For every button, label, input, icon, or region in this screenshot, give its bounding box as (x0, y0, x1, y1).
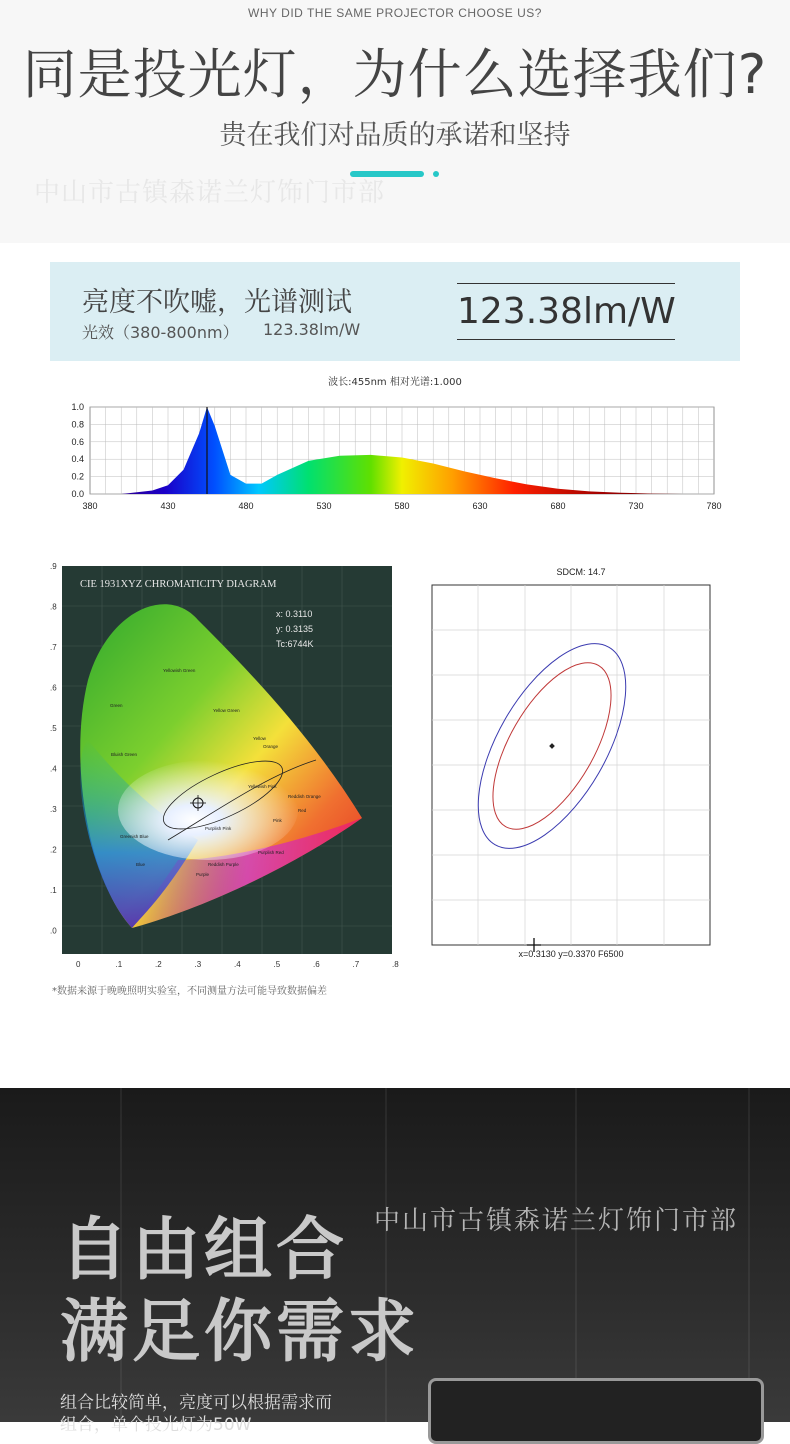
data-source-note: *数据来源于晚晚照明实验室，不同测量方法可能导致数据偏差 (52, 986, 327, 997)
cie-diagram (48, 560, 408, 972)
spectrum-x-tick: 380 (82, 501, 98, 511)
bottom-title-line2: 满足你需求 (60, 1293, 421, 1372)
cie-x-tick: .5 (273, 960, 281, 969)
spectrum-x-tick: 780 (706, 501, 722, 511)
spectrum-x-tick: 430 (160, 501, 176, 511)
cie-region-label: Yellow Green (213, 708, 240, 713)
cie-x-tick: .2 (155, 960, 162, 969)
cie-y-tick: .5 (50, 724, 57, 733)
shop-watermark-bottom: 中山市古镇森诺兰灯饰门市部 (374, 1206, 739, 1236)
cie-region-label: Purplish Red (258, 850, 284, 855)
sdcm-footer: x=0.3130 y=0.3370 F6500 (518, 949, 624, 959)
cie-x-ticks (76, 960, 399, 969)
spectrum-ticks (71, 402, 721, 511)
cie-x-tick: .3 (194, 960, 202, 969)
spectrum-chart (50, 395, 740, 520)
cie-y-tick: .4 (50, 764, 57, 774)
bottom-desc-line1: 组合比较简单，亮度可以根据需求而 (60, 1393, 332, 1413)
bottom-section (0, 1088, 790, 1435)
cie-y-tick: .1 (50, 886, 57, 895)
bottom-title-line1: 自由组合 (60, 1211, 349, 1290)
cie-title: CIE 1931XYZ CHROMATICITY DIAGRAM (80, 579, 277, 590)
cie-x-tick: .4 (234, 960, 241, 969)
banner-sub-value: 123.38lm/W (263, 320, 361, 339)
cie-region-label: Purplish Pink (205, 826, 232, 831)
bottom-desc-line2: 组合，单个投光灯为50W (60, 1415, 252, 1435)
spectrum-x-tick: 480 (238, 501, 254, 511)
spectrum-x-tick: 630 (472, 501, 488, 511)
spectrum-y-tick: 0.4 (71, 454, 84, 465)
cie-white-area (118, 760, 298, 860)
cie-y-tick: .0 (50, 926, 57, 936)
cie-region-label: Yellow (253, 736, 266, 741)
efficacy-value: 123.38lm/W (457, 283, 675, 340)
cie-x-tick: .7 (352, 960, 360, 969)
spectrum-title: 波长:455nm 相对光谱:1.000 (328, 377, 462, 388)
cie-region-label: Yellowish Pink (248, 784, 277, 789)
spectrum-x-tick: 530 (316, 501, 332, 511)
shop-watermark: 中山市古镇森诺兰灯饰门市部 (34, 178, 386, 208)
cie-region-label: Blue (136, 862, 146, 867)
banner-sub-label: 光效（380-800nm） (82, 323, 239, 342)
spectrum-x-tick: 730 (628, 501, 644, 511)
spectrum-y-tick: 1.0 (71, 402, 84, 412)
cie-y-tick: .9 (50, 562, 57, 571)
sdcm-title: SDCM: 14.7 (556, 567, 606, 577)
cie-x-tick: .6 (313, 960, 320, 969)
cie-region-label: Reddish Purple (208, 862, 239, 867)
spectrum-y-tick: 0.6 (71, 436, 84, 447)
cie-x-tick: .1 (115, 960, 123, 969)
cie-y-value: y: 0.3135 (276, 624, 314, 634)
cie-y-ticks (50, 562, 57, 936)
cie-x-value: x: 0.3110 (276, 609, 313, 619)
cie-y-tick: .8 (50, 602, 57, 612)
cie-region-label: Yellowish Green (163, 668, 196, 673)
cie-region-label: Reddish Orange (288, 794, 321, 799)
accent-bar (350, 171, 424, 177)
cie-y-tick: .3 (50, 805, 57, 814)
cie-region-label: Bluish Green (111, 752, 138, 757)
cie-x-tick: .8 (392, 960, 399, 969)
spectrum-y-tick: 0.8 (71, 419, 84, 430)
spectrum-x-tick: 580 (394, 501, 410, 511)
efficacy-banner (50, 262, 740, 361)
cie-region-label: Red (298, 808, 307, 813)
cie-x-tick: 0 (76, 960, 81, 969)
page-headline: 同是投光灯，为什么选择我们? (22, 43, 768, 106)
eyebrow-text: WHY DID THE SAME PROJECTOR CHOOSE US? (248, 6, 542, 20)
cie-y-tick: .2 (50, 845, 57, 855)
cie-tc-value: Tc:6744K (276, 639, 314, 649)
cie-region-label: Purple (196, 872, 210, 877)
cie-y-tick: .6 (50, 683, 57, 693)
floodlight-image (428, 1378, 764, 1444)
cie-region-label: Greenish Blue (120, 834, 149, 839)
spectrum-y-tick: 0.2 (71, 471, 84, 482)
cie-region-label: Green (110, 703, 123, 708)
spectrum-y-tick: 0.0 (71, 489, 84, 499)
cie-region-label: Orange (263, 744, 279, 749)
banner-title: 亮度不吹嘘，光谱测试 (82, 287, 352, 318)
accent-dot (433, 171, 439, 177)
cie-y-tick: .7 (50, 643, 57, 652)
cie-region-label: Pink (273, 818, 282, 823)
sdcm-chart (420, 560, 742, 966)
spectrum-x-tick: 680 (550, 501, 566, 511)
page-subheadline: 贵在我们对品质的承诺和坚持 (219, 120, 571, 151)
